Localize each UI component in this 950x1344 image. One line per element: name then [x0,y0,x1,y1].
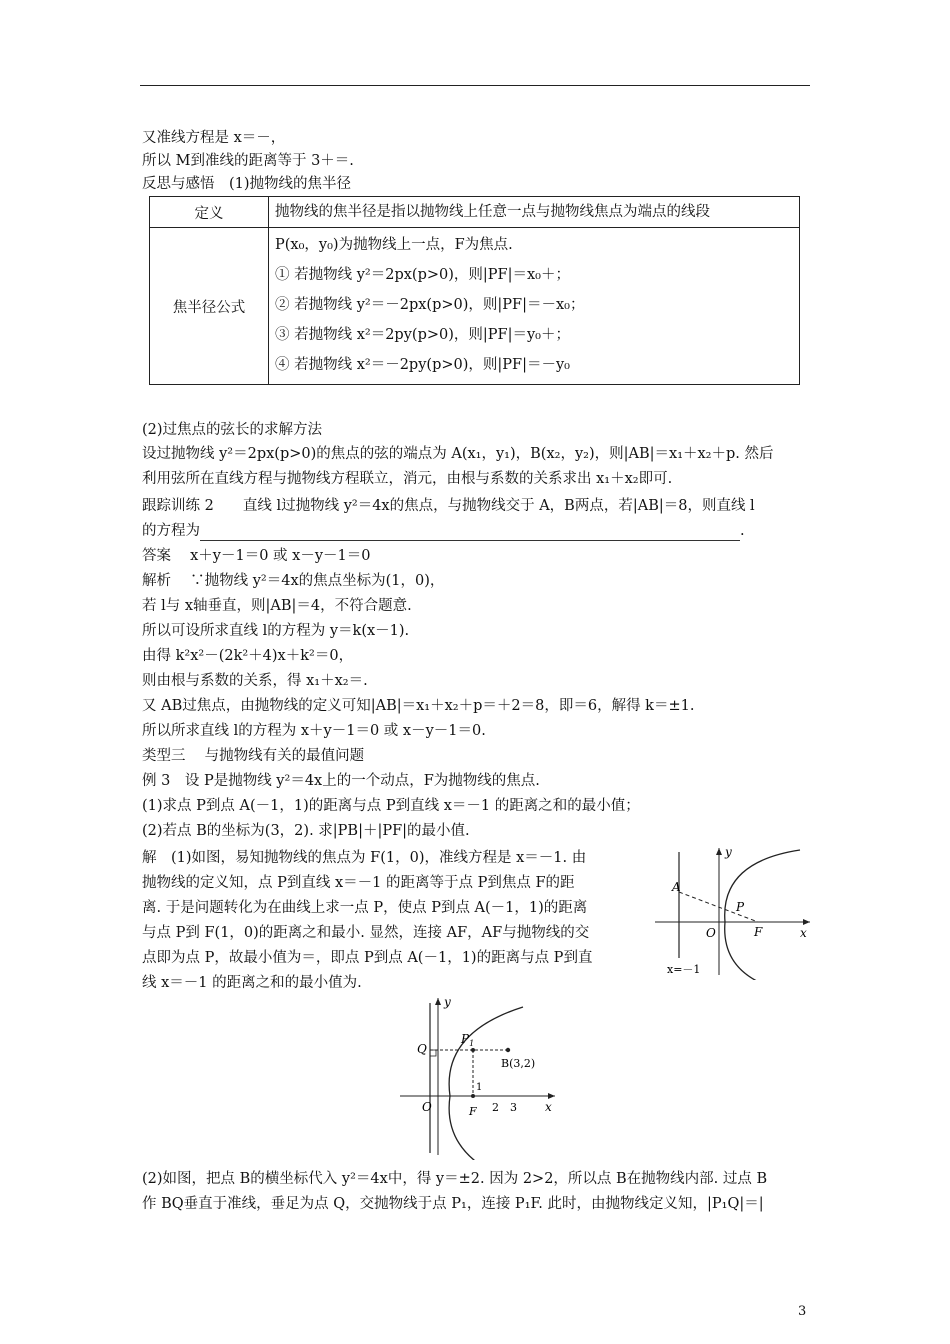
text-line: 利用弦所在直线方程与抛物线方程联立，消元，由根与系数的关系求出 x₁＋x₂即可. [142,471,673,487]
section-heading: 类型三 与抛物线有关的最值问题 [142,748,365,764]
table-row [150,228,800,385]
label-y: y [444,995,451,1009]
text-line: 由得 k²x²－(2k²＋4)x＋k²＝0， [142,648,354,664]
text-line-start: 的方程为 [142,523,200,539]
text-line: (1)求点 P到点 A(－1，1)的距离与点 P到直线 x＝－1 的距离之和的最小值； [142,798,640,814]
text-line: 点即为点 P，故最小值为＝，即点 P到点 A(－1，1)的距离与点 P到直 [142,950,593,966]
table-definition-text: 抛物线的焦半径是指以抛物线上任意一点与抛物线焦点为端点的线段 [269,197,800,228]
text-line: (2)若点 B的坐标为(3，2). 求|PB|＋|PF|的最小值. [142,823,470,839]
formula-line: P(x₀，y₀)为抛物线上一点，F为焦点. [275,237,513,253]
label-directrix: x=－1 [667,963,701,976]
label-x: x [800,926,807,940]
text-line: 所以可设所求直线 l的方程为 y＝k(x－1). [142,623,410,639]
label-y: y [725,845,732,859]
y-axis-arrow [716,848,722,855]
formula-line: ② 若抛物线 y²＝－2px(p>0)，则|PF|＝－x₀； [275,297,585,313]
text-line [142,521,745,541]
y-axis-arrow [435,998,441,1005]
formula-line: ④ 若抛物线 x²＝－2py(p>0)，则|PF|＝－y₀ [275,357,570,373]
tick-label-3: 3 [510,1101,517,1114]
table-label-formula: 焦半径公式 [150,228,269,385]
figure-parabola-1 [650,840,820,980]
label-Q: Q [417,1042,427,1056]
text-line: 所以 M到准线的距离等于 3＋＝. [142,153,354,169]
text-line: 答案 x＋y－1＝0 或 x－y－1＝0 [142,548,371,564]
right-angle-mark [430,1050,436,1056]
answer-blank [200,526,740,541]
x-axis-arrow [548,1093,555,1099]
x-axis-arrow [803,919,810,925]
text-line: 线 x＝－1 的距离之和的最小值为. [142,975,362,991]
text-line: 所以所求直线 l的方程为 x＋y－1＝0 或 x－y－1＝0. [142,723,486,739]
table-row [150,197,800,228]
label-F: F [754,925,763,939]
table-label-definition: 定义 [150,197,269,228]
text-line: 解析 ∵抛物线 y²＝4x的焦点坐标为(1，0)， [142,573,445,589]
text-line: 抛物线的定义知，点 P到直线 x＝－1 的距离等于点 P到焦点 F的距 [142,875,575,891]
tick-label-1: 1 [476,1082,483,1093]
point-P1 [471,1048,475,1052]
text-line: 又准线方程是 x＝－， [142,130,286,146]
parabola-curve [449,1007,523,1160]
text-line: 例 3 设 P是抛物线 y²＝4x上的一个动点，F为抛物线的焦点. [142,773,540,789]
formula-line: ① 若抛物线 y²＝2px(p>0)，则|PF|＝x₀＋； [275,267,570,283]
text-line: 设过抛物线 y²＝2px(p>0)的焦点的弦的端点为 A(x₁，y₁)，B(x₂，y₂)，则|AB|＝x₁＋x₂＋p. 然后 [142,446,774,462]
tick-label-2: 2 [492,1101,499,1114]
label-O: O [706,926,716,940]
text-line: 作 BQ垂直于准线，垂足为点 Q，交抛物线于点 P₁，连接 P₁F. 此时，由抛物线定义知，|P₁Q|＝| [142,1196,764,1212]
text-line: (2)过焦点的弦长的求解方法 [142,422,323,438]
point-F [471,1094,475,1098]
text-line: 跟踪训练 2 直线 l过抛物线 y²＝4x的焦点，与抛物线交于 A，B两点，若|AB|＝8，则直线 l [142,498,755,514]
text-line: (2)如图，把点 B的横坐标代入 y²＝4x中，得 y＝±2. 因为 2>2，所以点 B在抛物线内部. 过点 B [142,1171,768,1187]
header-rule [140,85,810,86]
figure-parabola-2 [395,993,565,1160]
page-number: 3 [798,1304,807,1319]
text-line: 则由根与系数的关系，得 x₁＋x₂＝. [142,673,368,689]
text-line: 离. 于是问题转化为在曲线上求一点 P，使点 P到点 A(－1，1)的距离 [142,900,588,916]
label-P1: $P_1$ [461,1032,475,1048]
formula-line: ③ 若抛物线 x²＝2py(p>0)，则|PF|＝y₀＋； [275,327,570,343]
text-line: 若 l与 x轴垂直，则|AB|＝4，不符合题意. [142,598,412,614]
label-A: A [672,880,681,894]
text-line: 又 AB过焦点，由抛物线的定义可知|AB|＝x₁＋x₂＋p＝＋2＝8，即＝6，解得 k＝±1. [142,698,695,714]
point-B [506,1048,510,1052]
text-line: 解 (1)如图，易知抛物线的焦点为 F(1，0)，准线方程是 x＝－1. 由 [142,850,587,866]
focal-radius-table [149,196,800,385]
label-P: P [736,900,745,914]
text-line: 与点 P到 F(1，0)的距离之和最小. 显然，连接 AF，AF与抛物线的交 [142,925,590,941]
table-formula-cell [269,228,800,385]
parabola-curve [725,850,800,980]
label-F: F [469,1105,477,1118]
text-line: 反思与感悟 (1)抛物线的焦半径 [142,176,352,192]
label-x: x [545,1100,552,1114]
label-O: O [422,1100,432,1114]
blank-end: . [740,523,745,539]
label-B: B(3,2) [501,1057,536,1070]
